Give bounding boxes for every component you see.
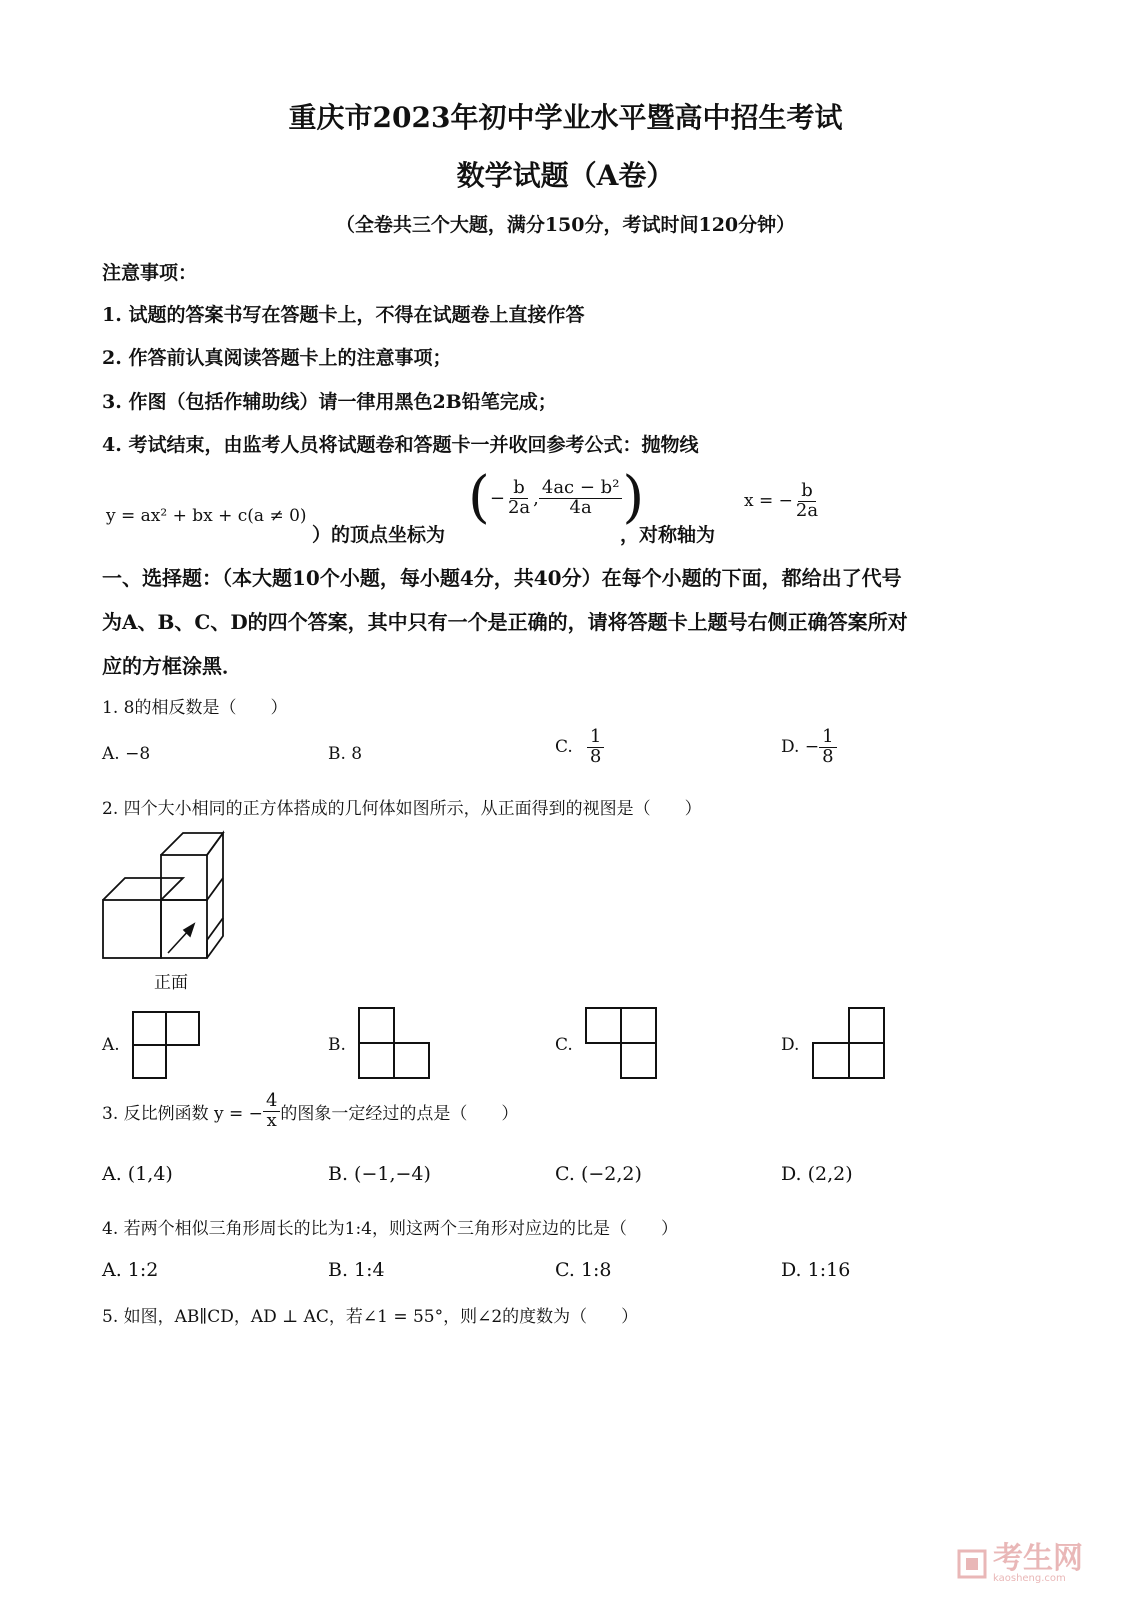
axis-den: 2a xyxy=(795,499,819,521)
q2-option-c: C. xyxy=(555,1035,573,1055)
section1-line1: 一、选择题：（本大题10个小题，每小题4分，共40分）在每个小题的下面，都给出了代号 xyxy=(102,566,902,590)
q4-option-a: A. 1:2 xyxy=(102,1259,159,1281)
notice-item-4: 4. 考试结束，由监考人员将试题卷和答题卡一并收回参考公式：抛物线 xyxy=(102,434,699,456)
q1-d-num: 1 xyxy=(819,728,836,748)
formula-parabola: y = ax² + bx + c(a ≠ 0) xyxy=(106,506,307,526)
axis-num: b xyxy=(798,482,816,502)
q4-stem: 4. 若两个相似三角形周长的比为1:4，则这两个三角形对应边的比是（ ） xyxy=(102,1219,678,1239)
vertex-x-den: 2a xyxy=(507,496,531,518)
q3-option-c: C. (−2,2) xyxy=(555,1163,642,1185)
axis-formula xyxy=(744,482,821,521)
q3-stem-pre: 3. 反比例函数 y = − xyxy=(102,1103,263,1124)
axis-prefix: x = − xyxy=(744,491,793,512)
front-arrow xyxy=(168,924,194,953)
q5-stem: 5. 如图，AB∥CD，AD ⊥ AC，若∠1 = 55°，则∠2的度数为（ ） xyxy=(102,1307,639,1327)
q1-c-label: C. xyxy=(555,737,573,758)
q2-a-view xyxy=(131,1010,201,1080)
watermark-text: 考生网 xyxy=(993,1541,1083,1576)
section1-line2: 为A、B、C、D的四个答案，其中只有一个是正确的，请将答题卡上题号右侧正确答案所对 xyxy=(102,610,908,634)
exam-note: （全卷共三个大题，满分150分，考试时间120分钟） xyxy=(335,214,796,236)
q4-option-d: D. 1:16 xyxy=(781,1259,851,1281)
q1-option-b: B. 8 xyxy=(328,744,363,764)
q2-option-d: D. xyxy=(781,1035,800,1055)
formula-vertex-text: ）的顶点坐标为 xyxy=(312,524,446,546)
q3-option-d: D. (2,2) xyxy=(781,1163,853,1185)
q2-option-a: A. xyxy=(102,1035,120,1055)
q1-d-den: 8 xyxy=(822,745,834,767)
q3-frac-num: 4 xyxy=(263,1092,280,1112)
q2-b-view xyxy=(357,1006,431,1080)
q1-option-c xyxy=(555,728,604,767)
q3-option-b: B. (−1,−4) xyxy=(328,1163,431,1185)
formula-axis-text: ，对称轴为 xyxy=(620,524,716,546)
notice-item-2: 2. 作答前认真阅读答题卡上的注意事项； xyxy=(102,347,452,369)
q2-stem: 2. 四个大小相同的正方体搭成的几何体如图所示，从正面得到的视图是（ ） xyxy=(102,799,702,819)
q1-stem: 1. 8的相反数是（ ） xyxy=(102,698,288,718)
q2-d-view xyxy=(811,1006,887,1082)
q3-frac-den: x xyxy=(266,1109,277,1131)
q1-option-d xyxy=(781,728,837,767)
vertex-y-den: 4a xyxy=(569,496,592,518)
front-label: 正面 xyxy=(154,973,188,993)
exam-subtitle: 数学试题（A卷） xyxy=(456,159,675,192)
watermark-url: kaosheng.com xyxy=(993,1573,1066,1584)
q3-option-a: A. (1,4) xyxy=(102,1163,173,1185)
watermark-logo-icon xyxy=(957,1549,987,1579)
q2-option-b: B. xyxy=(328,1035,346,1055)
exam-title: 重庆市2023年初中学业水平暨高中招生考试 xyxy=(288,101,843,134)
cube-stack-figure xyxy=(100,830,240,965)
q1-c-num: 1 xyxy=(587,728,604,748)
notice-heading: 注意事项： xyxy=(102,262,198,284)
vertex-coordinate: ( − $\frac{b}{2a}$ , $\frac{\text{4ac − b²}}{4a}$ ) xyxy=(468,465,645,530)
q4-option-b: B. 1:4 xyxy=(328,1259,385,1281)
section1-line3: 应的方框涂黑． xyxy=(102,654,242,678)
vertex-y-num: 4ac − b² xyxy=(539,479,623,499)
watermark xyxy=(957,1541,1083,1584)
q1-c-den: 8 xyxy=(589,745,602,767)
q3-stem xyxy=(102,1092,518,1131)
q1-option-a: A. −8 xyxy=(102,744,151,764)
q4-option-c: C. 1:8 xyxy=(555,1259,612,1281)
q3-stem-post: 的图象一定经过的点是（ ） xyxy=(280,1103,519,1124)
right-lower-front xyxy=(161,900,207,958)
q2-c-view xyxy=(584,1006,658,1080)
notice-item-3: 3. 作图（包括作辅助线）请一律用黑色2B铅笔完成； xyxy=(102,391,557,413)
vertex-x-num: b xyxy=(510,479,528,499)
notice-item-1: 1. 试题的答案书写在答题卡上，不得在试题卷上直接作答 xyxy=(102,304,585,326)
q1-d-label: D. − xyxy=(781,737,820,758)
